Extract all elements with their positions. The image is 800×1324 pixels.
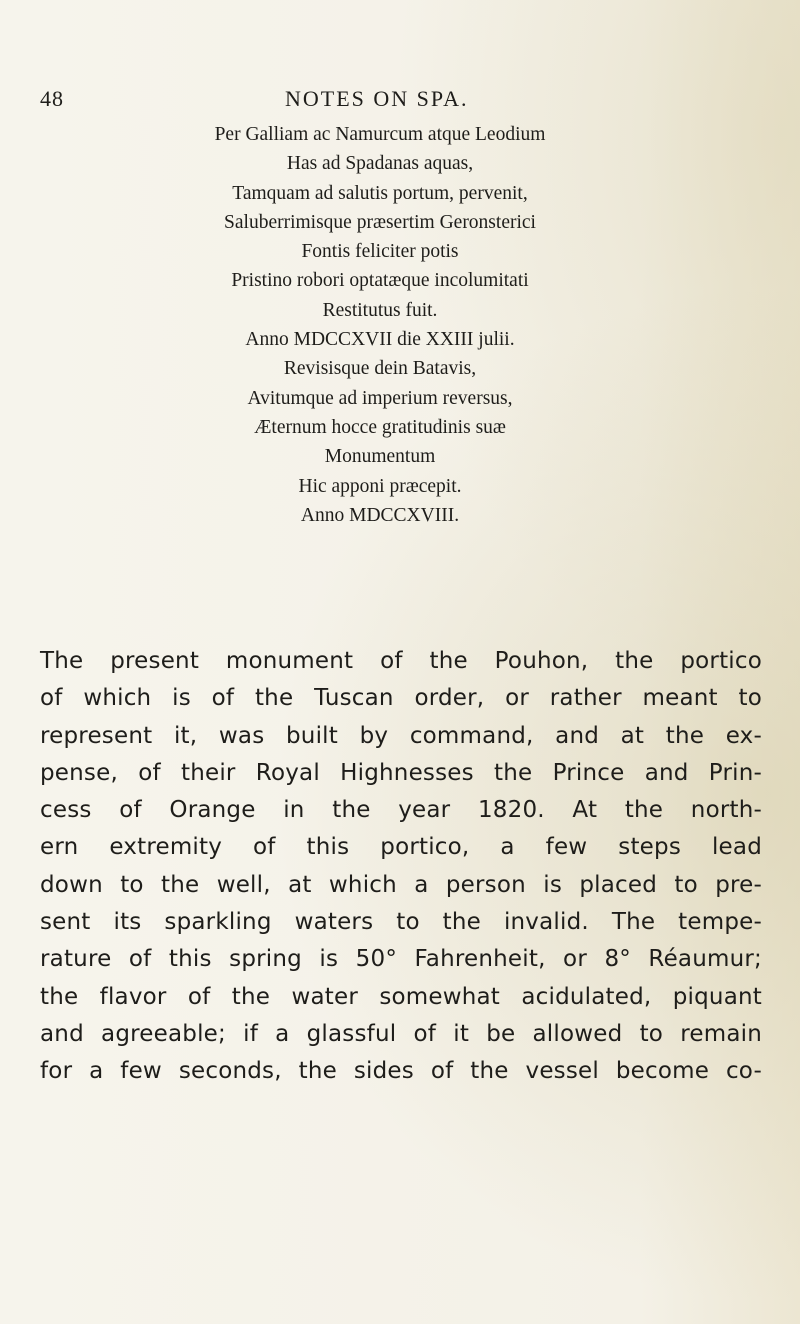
body-line: of which is of the Tuscan order, or rather meant to <box>40 685 762 712</box>
inscription-line: Revisisque dein Batavis, <box>283 358 477 380</box>
running-head <box>40 86 740 116</box>
inscription-line: Hic apponi præcepit. <box>298 475 462 497</box>
body-paragraph <box>40 643 762 1091</box>
inscription-line: Per Galliam ac Namurcum atque Leodium <box>214 124 546 145</box>
body-line: rature of this spring is 50° Fahrenheit, or 8° Réaumur; <box>40 946 762 973</box>
body-line: and agreeable; if a glassful of it be allowed to remain <box>40 1020 762 1047</box>
inscription-line: Æternum hocce gratitudinis suæ <box>254 416 506 438</box>
body-line: cess of Orange in the year 1820. At the north- <box>40 797 762 824</box>
inscription-line: Avitumque ad imperium reversus, <box>247 387 513 409</box>
inscription-line: Restitutus fuit. <box>322 299 438 321</box>
body-line: down to the well, at which a person is placed to pre- <box>40 871 762 898</box>
running-title: NOTES ON SPA. <box>285 86 469 111</box>
latin-inscription <box>130 120 630 530</box>
body-line: represent it, was built by command, and at the ex- <box>40 722 762 749</box>
inscription-line: Saluberrimisque præsertim Geronsterici <box>224 211 536 233</box>
body-line: ern extremity of this portico, a few steps lead <box>40 834 762 861</box>
inscription-line: Anno MDCCXVII die XXIII julii. <box>245 329 515 351</box>
body-line: the flavor of the water somewhat acidulated, piquant <box>40 983 762 1010</box>
page-number: 48 <box>40 86 64 111</box>
inscription-line: Tamquam ad salutis portum, pervenit, <box>232 182 528 204</box>
inscription-line: Has ad Spadanas aquas, <box>286 153 474 175</box>
body-line: The present monument of the Pouhon, the portico <box>40 648 762 674</box>
inscription-line: Anno MDCCXVIII. <box>300 504 460 526</box>
inscription-line: Fontis feliciter potis <box>301 241 459 263</box>
body-line: sent its sparkling waters to the invalid. The tempe- <box>40 909 762 936</box>
body-line: pense, of their Royal Highnesses the Prince and Prin- <box>40 759 762 786</box>
inscription-line: Monumentum <box>324 446 436 468</box>
inscription-line: Pristino robori optatæque incolumitati <box>231 270 529 292</box>
body-line: for a few seconds, the sides of the vessel become co- <box>40 1058 762 1085</box>
